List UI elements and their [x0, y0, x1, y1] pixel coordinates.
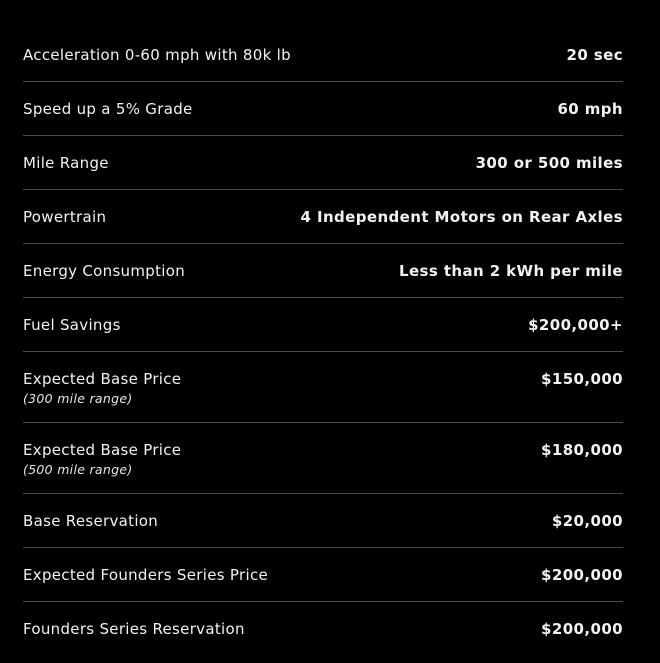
spec-label-wrap: [23, 100, 193, 118]
spec-label: Fuel Savings: [23, 316, 121, 334]
spec-label-wrap: [23, 262, 185, 280]
spec-label-wrap: [23, 46, 291, 64]
spec-label-wrap: [23, 208, 106, 226]
spec-row-founders-reservation: [23, 602, 623, 656]
spec-row-founders-price: [23, 548, 623, 602]
spec-label: Speed up a 5% Grade: [23, 100, 193, 118]
spec-value: 4 Independent Motors on Rear Axles: [300, 208, 623, 226]
spec-label-wrap: [23, 370, 181, 407]
spec-label-wrap: [23, 620, 245, 638]
spec-value: $200,000: [541, 620, 623, 638]
spec-label-wrap: [23, 154, 109, 172]
spec-label-wrap: [23, 566, 268, 584]
spec-label-wrap: [23, 512, 158, 530]
spec-label: Expected Founders Series Price: [23, 566, 269, 584]
spec-note: (500 mile range): [23, 462, 133, 477]
spec-value: $150,000: [541, 370, 623, 388]
spec-label-wrap: [23, 316, 121, 334]
spec-value: 60 mph: [557, 100, 623, 118]
spec-row-acceleration: [23, 28, 623, 82]
spec-row-grade-speed: [23, 82, 623, 136]
spec-row-powertrain: [23, 190, 623, 244]
spec-value: $200,000: [541, 566, 623, 584]
spec-row-base-reservation: [23, 494, 623, 548]
spec-value: $200,000+: [528, 316, 623, 334]
spec-row-base-price-300: [23, 352, 623, 423]
spec-value: Less than 2 kWh per mile: [399, 262, 623, 280]
spec-value: 20 sec: [566, 46, 623, 64]
spec-table: [23, 28, 623, 656]
spec-row-fuel-savings: [23, 298, 623, 352]
spec-label: Powertrain: [23, 208, 107, 226]
spec-label: Mile Range: [23, 154, 109, 172]
spec-label: Base Reservation: [23, 512, 159, 530]
spec-label: Expected Base Price: [23, 370, 182, 388]
spec-row-energy: [23, 244, 623, 298]
spec-label: Energy Consumption: [23, 262, 186, 280]
spec-label-wrap: [23, 441, 181, 478]
spec-value: 300 or 500 miles: [475, 154, 623, 172]
spec-row-base-price-500: [23, 423, 623, 494]
spec-label: Founders Series Reservation: [23, 620, 245, 638]
spec-label: Expected Base Price: [23, 441, 182, 459]
spec-label: Acceleration 0-60 mph with 80k lb: [23, 46, 291, 64]
spec-row-range: [23, 136, 623, 190]
spec-value: $20,000: [551, 512, 623, 530]
spec-value: $180,000: [541, 441, 623, 459]
spec-note: (300 mile range): [23, 391, 133, 406]
